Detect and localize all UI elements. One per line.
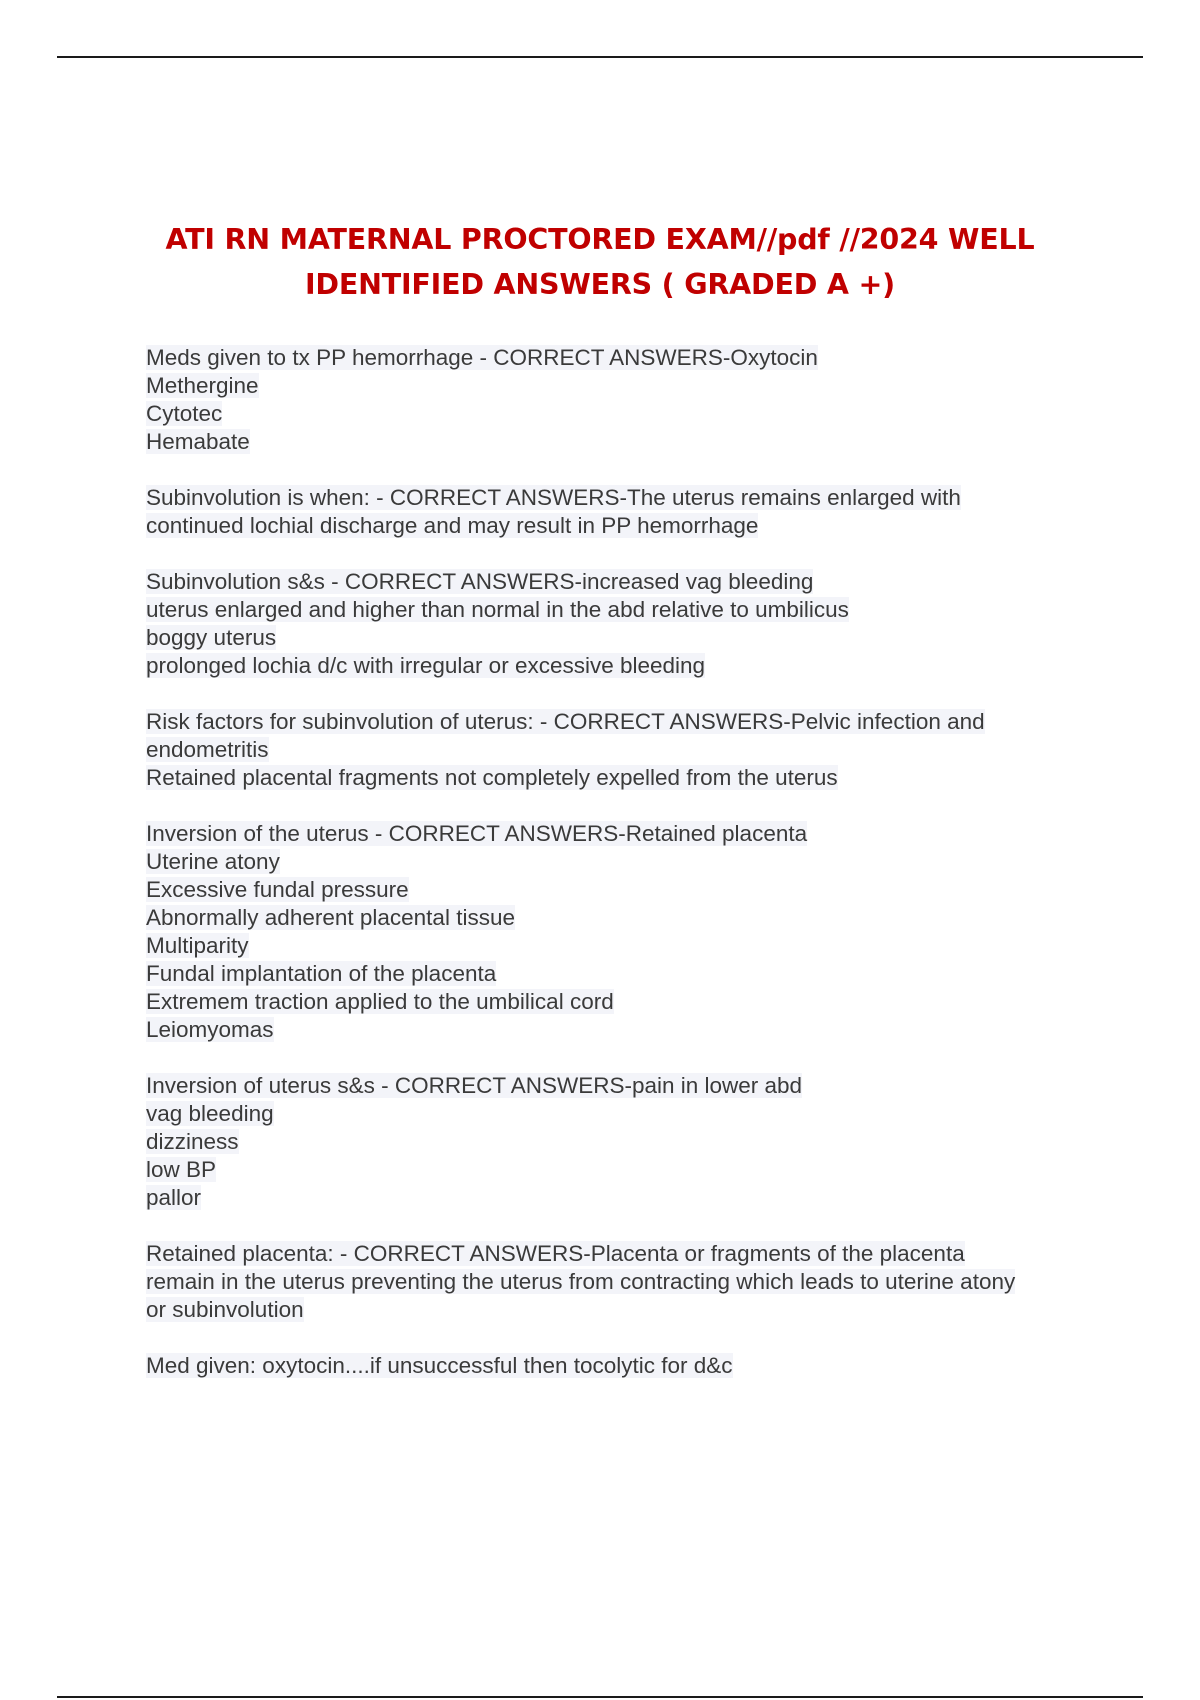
qa-answer-line	[146, 400, 1086, 428]
qa-answer-line	[146, 1016, 1086, 1044]
qa-answer-line	[146, 764, 1086, 792]
qa-answer-line	[146, 1156, 1086, 1184]
qa-line-text: low BP	[146, 1157, 217, 1182]
qa-line-text: endometritis	[146, 737, 269, 762]
qa-entry	[146, 1240, 1086, 1324]
qa-answer-line	[146, 736, 1086, 764]
qa-answer-line	[146, 1128, 1086, 1156]
qa-line-text: Excessive fundal pressure	[146, 877, 409, 902]
title-line-2: IDENTIFIED ANSWERS ( GRADED A +)	[304, 268, 895, 302]
qa-question-line	[146, 820, 1086, 848]
qa-answer-line	[146, 652, 1086, 680]
qa-line-text: Methergine	[146, 373, 259, 398]
top-rule	[57, 56, 1143, 58]
qa-line-text: Abnormally adherent placental tissue	[146, 905, 515, 930]
qa-answer-line	[146, 904, 1086, 932]
qa-entry	[146, 568, 1086, 680]
qa-answer-line	[146, 988, 1086, 1016]
qa-line-text: Hemabate	[146, 429, 250, 454]
qa-answer-line	[146, 1100, 1086, 1128]
qa-answer-line	[146, 512, 1086, 540]
qa-entry	[146, 484, 1086, 540]
qa-line-text: Retained placental fragments not completely expelled from the uterus	[146, 765, 838, 790]
qa-line-text: Med given: oxytocin....if unsuccessful then tocolytic for d&c	[146, 1353, 733, 1378]
qa-line-text: Subinvolution is when: - CORRECT ANSWERS-The uterus remains enlarged with	[146, 485, 961, 510]
qa-entry	[146, 708, 1086, 792]
qa-question-line	[146, 568, 1086, 596]
qa-line-text: continued lochial discharge and may result in PP hemorrhage	[146, 513, 759, 538]
qa-answer-line	[146, 848, 1086, 876]
qa-line-text: Multiparity	[146, 933, 249, 958]
qa-question-line	[146, 1240, 1086, 1268]
qa-question-line	[146, 1072, 1086, 1100]
qa-line-text: Extremem traction applied to the umbilical cord	[146, 989, 614, 1014]
qa-answer-line	[146, 1184, 1086, 1212]
qa-entry	[146, 820, 1086, 1044]
qa-entry	[146, 1352, 1086, 1380]
document-title	[100, 217, 1100, 307]
qa-question-line	[146, 484, 1086, 512]
qa-line-text: Risk factors for subinvolution of uterus: - CORRECT ANSWERS-Pelvic infection and	[146, 709, 985, 734]
qa-question-line	[146, 1352, 1086, 1380]
qa-answer-line	[146, 1296, 1086, 1324]
qa-answer-line	[146, 428, 1086, 456]
qa-line-text: prolonged lochia d/c with irregular or excessive bleeding	[146, 653, 706, 678]
qa-line-text: Subinvolution s&s - CORRECT ANSWERS-increased vag bleeding	[146, 569, 814, 594]
qa-line-text: or subinvolution	[146, 1297, 304, 1322]
qa-line-text: dizziness	[146, 1129, 239, 1154]
qa-answer-line	[146, 932, 1086, 960]
qa-answer-line	[146, 876, 1086, 904]
qa-entry	[146, 344, 1086, 456]
qa-line-text: boggy uterus	[146, 625, 277, 650]
qa-line-text: Inversion of the uterus - CORRECT ANSWERS-Retained placenta	[146, 821, 808, 846]
qa-line-text: vag bleeding	[146, 1101, 274, 1126]
qa-question-line	[146, 708, 1086, 736]
qa-line-text: Uterine atony	[146, 849, 280, 874]
title-line-1: ATI RN MATERNAL PROCTORED EXAM//pdf //2024 WELL	[165, 223, 1035, 257]
qa-answer-line	[146, 1268, 1086, 1296]
qa-content	[146, 344, 1086, 1408]
qa-line-text: Fundal implantation of the placenta	[146, 961, 497, 986]
qa-answer-line	[146, 624, 1086, 652]
bottom-rule	[57, 1696, 1143, 1698]
qa-answer-line	[146, 960, 1086, 988]
qa-answer-line	[146, 596, 1086, 624]
qa-line-text: remain in the uterus preventing the uterus from contracting which leads to uterine atony	[146, 1269, 1016, 1294]
qa-line-text: Leiomyomas	[146, 1017, 274, 1042]
qa-line-text: Inversion of uterus s&s - CORRECT ANSWERS-pain in lower abd	[146, 1073, 803, 1098]
qa-line-text: Meds given to tx PP hemorrhage - CORRECT ANSWERS-Oxytocin	[146, 345, 818, 370]
qa-answer-line	[146, 372, 1086, 400]
qa-line-text: Cytotec	[146, 401, 223, 426]
qa-line-text: Retained placenta: - CORRECT ANSWERS-Placenta or fragments of the placenta	[146, 1241, 965, 1266]
qa-line-text: uterus enlarged and higher than normal in the abd relative to umbilicus	[146, 597, 849, 622]
qa-entry	[146, 1072, 1086, 1212]
qa-line-text: pallor	[146, 1185, 202, 1210]
qa-question-line	[146, 344, 1086, 372]
